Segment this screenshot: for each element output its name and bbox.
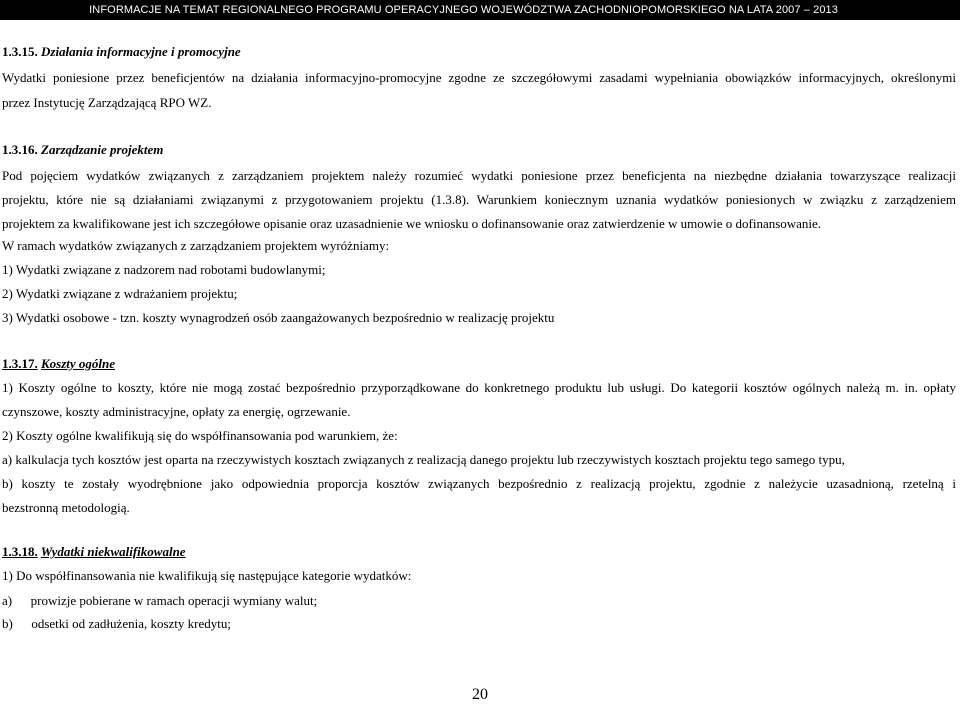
section-number: 1.3.18.: [2, 544, 38, 559]
section-number: 1.3.17.: [2, 356, 38, 371]
section-title: Działania informacyjne i promocyjne: [41, 44, 241, 59]
list-item: [2, 616, 231, 632]
list-marker: b): [2, 616, 13, 631]
list-item: a) kalkulacja tych kosztów jest oparta na rzeczywistych kosztach związanych z realizacją danego projektu lub rzeczywistych kosztach projektu tego samego typu,: [2, 452, 845, 467]
list-text: odsetki od zadłużenia, koszty kredytu;: [31, 616, 231, 631]
section-title: Zarządzanie projektem: [41, 142, 164, 157]
paragraph-line: czynszowe, koszty administracyjne, opłaty za energię, ogrzewanie.: [2, 404, 351, 419]
list-item: [2, 593, 317, 609]
paragraph-line: W ramach wydatków związanych z zarządzaniem projektem wyróżniamy:: [2, 238, 390, 253]
section-heading-1-3-16: [2, 142, 163, 158]
section-number: 1.3.16.: [2, 142, 38, 157]
section-title: Wydatki niekwalifikowalne: [40, 544, 186, 559]
list-item: 1) Wydatki związane z nadzorem nad robotami budowlanymi;: [2, 262, 326, 277]
paragraph-line: Pod pojęciem wydatków związanych z zarządzaniem projektem należy rozumieć wydatki poniesione przez beneficjenta na niezbędne działania towarzyszące realizacji: [2, 168, 956, 183]
paragraph-line: Wydatki poniesione przez beneficjentów na działania informacyjno-promocyjne zgodne ze szczegółowymi zasadami wypełniania obowiązków informacyjnych, określonymi: [2, 70, 956, 85]
section-number: 1.3.15.: [2, 44, 38, 59]
paragraph-line: 1) Koszty ogólne to koszty, które nie mogą zostać bezpośrednio przyporządkowane do konkretnego produktu lub usługi. Do kategorii kosztów ogólnych należą m. in. opłaty: [2, 380, 956, 395]
paragraph-line: przez Instytucję Zarządzającą RPO WZ.: [2, 95, 212, 110]
section-title: Koszty ogólne: [41, 356, 116, 371]
section-heading-1-3-17: [2, 356, 115, 372]
paragraph-line: bezstronną metodologią.: [2, 500, 130, 515]
list-item: b) koszty te zostały wyodrębnione jako odpowiednia proporcja kosztów związanych bezpośrednio z realizacją projektu, zgodnie z należycie uzasadnioną, rzetelną i: [2, 476, 956, 491]
list-text: prowizje pobierane w ramach operacji wymiany walut;: [30, 593, 318, 608]
paragraph-line: projektu, które nie są działaniami związanymi z przygotowaniem projektu (1.3.8). Warunkiem koniecznym uznania wydatków poniesionych w związku z zarządzeniem: [2, 192, 956, 207]
section-heading-1-3-18: [2, 544, 186, 560]
header-title: INFORMACJE NA TEMAT REGIONALNEGO PROGRAMU OPERACYJNEGO WOJEWÓDZTWA ZACHODNIOPOMORSKIEGO NA LATA 2007 – 2013: [89, 4, 838, 16]
section-heading-1-3-15: [2, 44, 241, 60]
paragraph-line: 2) Koszty ogólne kwalifikują się do współfinansowania pod warunkiem, że:: [2, 428, 398, 443]
document-header: [0, 0, 960, 20]
list-item: 3) Wydatki osobowe - tzn. koszty wynagrodzeń osób zaangażowanych bezpośrednio w realizację projektu: [2, 310, 555, 325]
list-item: 2) Wydatki związane z wdrażaniem projektu;: [2, 286, 238, 301]
list-marker: a): [2, 593, 13, 608]
paragraph-line: projektem za kwalifikowane jest ich szczegółowe opisanie oraz uzasadnienie we wniosku o dofinansowanie oraz zatwierdzenie w umowie o dofinansowanie.: [2, 216, 822, 231]
paragraph-line: 1) Do współfinansowania nie kwalifikują się następujące kategorie wydatków:: [2, 568, 412, 583]
page-number: 20: [472, 686, 488, 703]
